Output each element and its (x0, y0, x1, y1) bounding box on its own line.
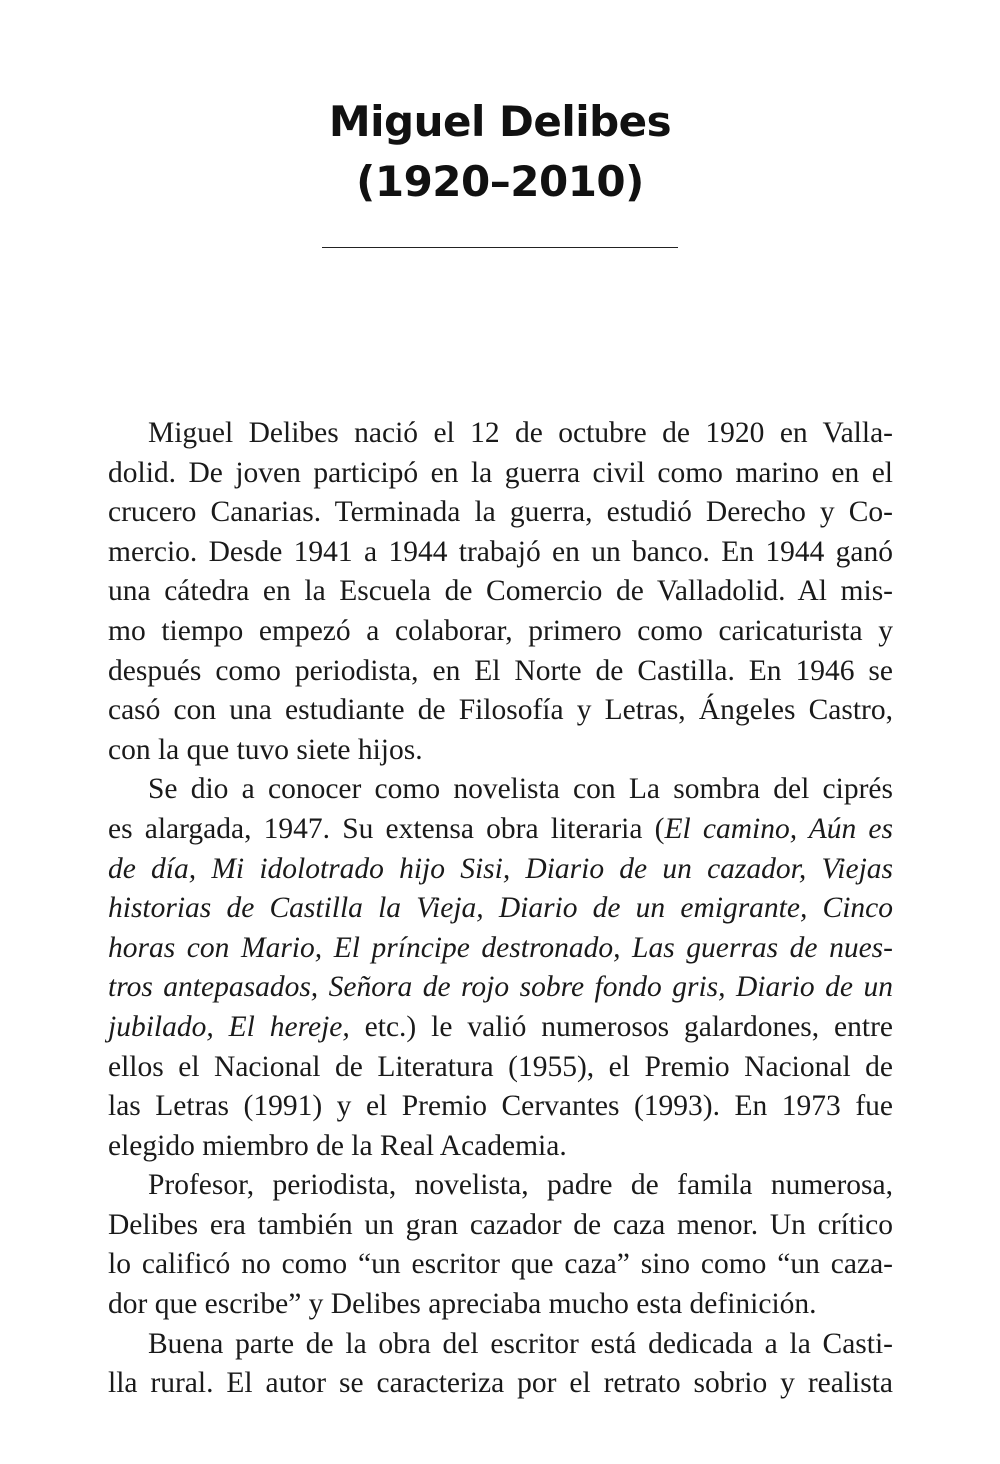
title-divider (322, 247, 678, 248)
text-line: mo tiempo empezó a colaborar, primero como caricaturista y (108, 614, 893, 647)
text-run: etc.) le valió numerosos galardones, entre (349, 1010, 894, 1043)
text-line (108, 810, 893, 850)
paragraph-2 (108, 770, 893, 1166)
text-line: Delibes era también un gran cazador de caza menor. Un crítico (108, 1208, 893, 1241)
italic-works-list: de día, Mi idolotrado hijo Sisi, Diario de un cazador, Viejas (108, 852, 893, 885)
italic-works-list: tros antepasados, Señora de rojo sobre fondo gris, Diario de un (108, 971, 893, 1004)
text-line: lo calificó no como “un escritor que caza” sino como “un caza- (108, 1248, 893, 1281)
italic-works-list: El camino, Aún es (664, 812, 893, 845)
text-line: crucero Canarias. Terminada la guerra, estudió Derecho y Co- (108, 496, 893, 529)
text-line: lla rural. El autor se caracteriza por el retrato sobrio y realista (108, 1367, 893, 1400)
title-life-dates: (1920–2010) (356, 157, 644, 206)
text-line: mercio. Desde 1941 a 1944 trabajó en un banco. En 1944 ganó (108, 535, 893, 568)
text-line (108, 968, 893, 1008)
text-line: una cátedra en la Escuela de Comercio de Valladolid. Al mis- (108, 575, 893, 608)
text-run: es alargada, 1947. Su extensa obra literaria ( (108, 812, 665, 845)
text-line: ellos el Nacional de Literatura (1955), el Premio Nacional de (108, 1050, 893, 1083)
italic-works-list: jubilado, El hereje, (108, 1010, 350, 1043)
text-line: Se dio a conocer como novelista con La sombra del ciprés (148, 773, 893, 806)
text-line (108, 889, 893, 929)
text-line: casó con una estudiante de Filosofía y Letras, Ángeles Castro, (108, 694, 893, 727)
biography-text (108, 414, 893, 1404)
text-line: Buena parte de la obra del escritor está dedicada a la Casti- (148, 1327, 893, 1360)
text-line (108, 929, 893, 969)
text-line: Profesor, periodista, novelista, padre de famila numerosa, (148, 1169, 893, 1202)
text-line (108, 850, 893, 890)
text-line: elegido miembro de la Real Academia. (108, 1129, 567, 1162)
text-line: después como periodista, en El Norte de Castilla. En 1946 se (108, 654, 893, 687)
title-author-name: Miguel Delibes (328, 97, 672, 146)
italic-works-list: historias de Castilla la Vieja, Diario de un emigrante, Cinco (108, 892, 893, 925)
page-title (0, 92, 1000, 212)
paragraph-1 (108, 414, 893, 770)
text-line: dolid. De joven participó en la guerra civil como marino en el (108, 456, 893, 489)
paragraph-4 (108, 1325, 893, 1404)
text-line: con la que tuvo siete hijos. (108, 733, 423, 766)
text-line: Miguel Delibes nació el 12 de octubre de 1920 en Valla- (148, 417, 893, 449)
text-line (108, 1008, 893, 1048)
italic-works-list: horas con Mario, El príncipe destronado, Las guerras de nues- (108, 931, 893, 964)
paragraph-3 (108, 1166, 893, 1324)
text-line: las Letras (1991) y el Premio Cervantes (1993). En 1973 fue (108, 1090, 893, 1123)
text-line: dor que escribe” y Delibes apreciaba mucho esta definición. (108, 1288, 817, 1321)
